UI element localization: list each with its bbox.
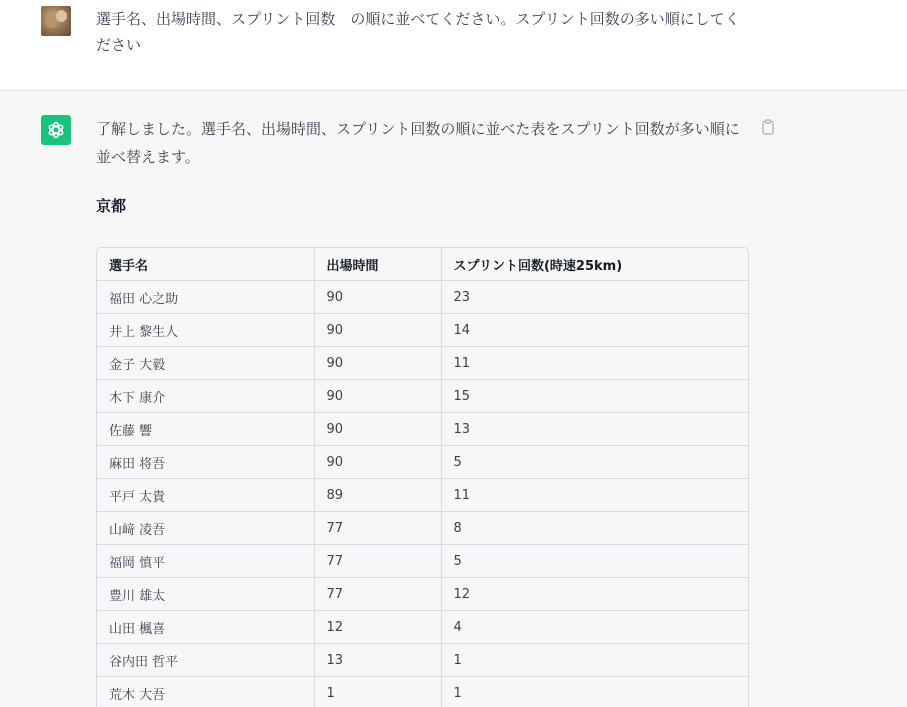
playing-time-cell: 90	[314, 413, 441, 446]
table-row	[97, 512, 748, 545]
clipboard-icon[interactable]	[761, 119, 775, 135]
sprint-count-cell: 8	[441, 512, 748, 545]
user-message-text: 選手名、出場時間、スプリント回数 の順に並べてください。スプリント回数の多い順にしてください	[96, 10, 740, 54]
sprint-count-cell: 5	[441, 545, 748, 578]
table-row	[97, 545, 748, 578]
table-row	[97, 611, 748, 644]
player-name-cell: 福田 心之助	[97, 281, 314, 314]
user-message-row	[0, 0, 907, 91]
user-avatar	[41, 6, 71, 36]
table-row	[97, 479, 748, 512]
playing-time-cell: 90	[314, 446, 441, 479]
table-row	[97, 644, 748, 677]
playing-time-cell: 90	[314, 347, 441, 380]
sprint-count-cell: 12	[441, 578, 748, 611]
playing-time-cell: 77	[314, 578, 441, 611]
player-name-cell: 山田 楓喜	[97, 611, 314, 644]
sprint-count-cell: 11	[441, 347, 748, 380]
playing-time-cell: 12	[314, 611, 441, 644]
table-row	[97, 578, 748, 611]
sprint-count-cell: 5	[441, 446, 748, 479]
sprint-count-cell: 11	[441, 479, 748, 512]
sprint-count-cell: 1	[441, 644, 748, 677]
player-name-cell: 豊川 雄太	[97, 578, 314, 611]
playing-time-cell: 90	[314, 281, 441, 314]
player-name-cell: 佐藤 響	[97, 413, 314, 446]
playing-time-cell: 89	[314, 479, 441, 512]
players-table	[96, 247, 749, 707]
table-row	[97, 413, 748, 446]
playing-time-cell: 13	[314, 644, 441, 677]
player-name-cell: 福岡 慎平	[97, 545, 314, 578]
team-heading: 京都	[96, 197, 127, 215]
sprint-count-cell: 1	[441, 677, 748, 707]
table-row	[97, 677, 748, 707]
table-row	[97, 281, 748, 314]
openai-logo-icon	[41, 115, 71, 145]
column-header-sprint-count: スプリント回数(時速25km)	[441, 248, 748, 281]
table-row	[97, 314, 748, 347]
player-name-cell: 麻田 将吾	[97, 446, 314, 479]
sprint-count-cell: 23	[441, 281, 748, 314]
column-header-player-name: 選手名	[97, 248, 314, 281]
table-header-row	[97, 248, 748, 281]
playing-time-cell: 90	[314, 380, 441, 413]
table-row	[97, 380, 748, 413]
playing-time-cell: 77	[314, 545, 441, 578]
sprint-count-cell: 15	[441, 380, 748, 413]
table-row	[97, 446, 748, 479]
sprint-count-cell: 13	[441, 413, 748, 446]
assistant-intro-text: 了解しました。選手名、出場時間、スプリント回数の順に並べた表をスプリント回数が多い順に並べ替えます。	[96, 120, 740, 166]
player-name-cell: 平戸 太貴	[97, 479, 314, 512]
player-name-cell: 谷内田 哲平	[97, 644, 314, 677]
player-name-cell: 井上 黎生人	[97, 314, 314, 347]
player-name-cell: 荒木 大吾	[97, 677, 314, 707]
playing-time-cell: 77	[314, 512, 441, 545]
player-name-cell: 山﨑 凌吾	[97, 512, 314, 545]
player-name-cell: 木下 康介	[97, 380, 314, 413]
assistant-message-row	[0, 91, 907, 707]
column-header-playing-time: 出場時間	[314, 248, 441, 281]
sprint-count-cell: 4	[441, 611, 748, 644]
sprint-count-cell: 14	[441, 314, 748, 347]
playing-time-cell: 90	[314, 314, 441, 347]
playing-time-cell: 1	[314, 677, 441, 707]
player-name-cell: 金子 大毅	[97, 347, 314, 380]
table-row	[97, 347, 748, 380]
